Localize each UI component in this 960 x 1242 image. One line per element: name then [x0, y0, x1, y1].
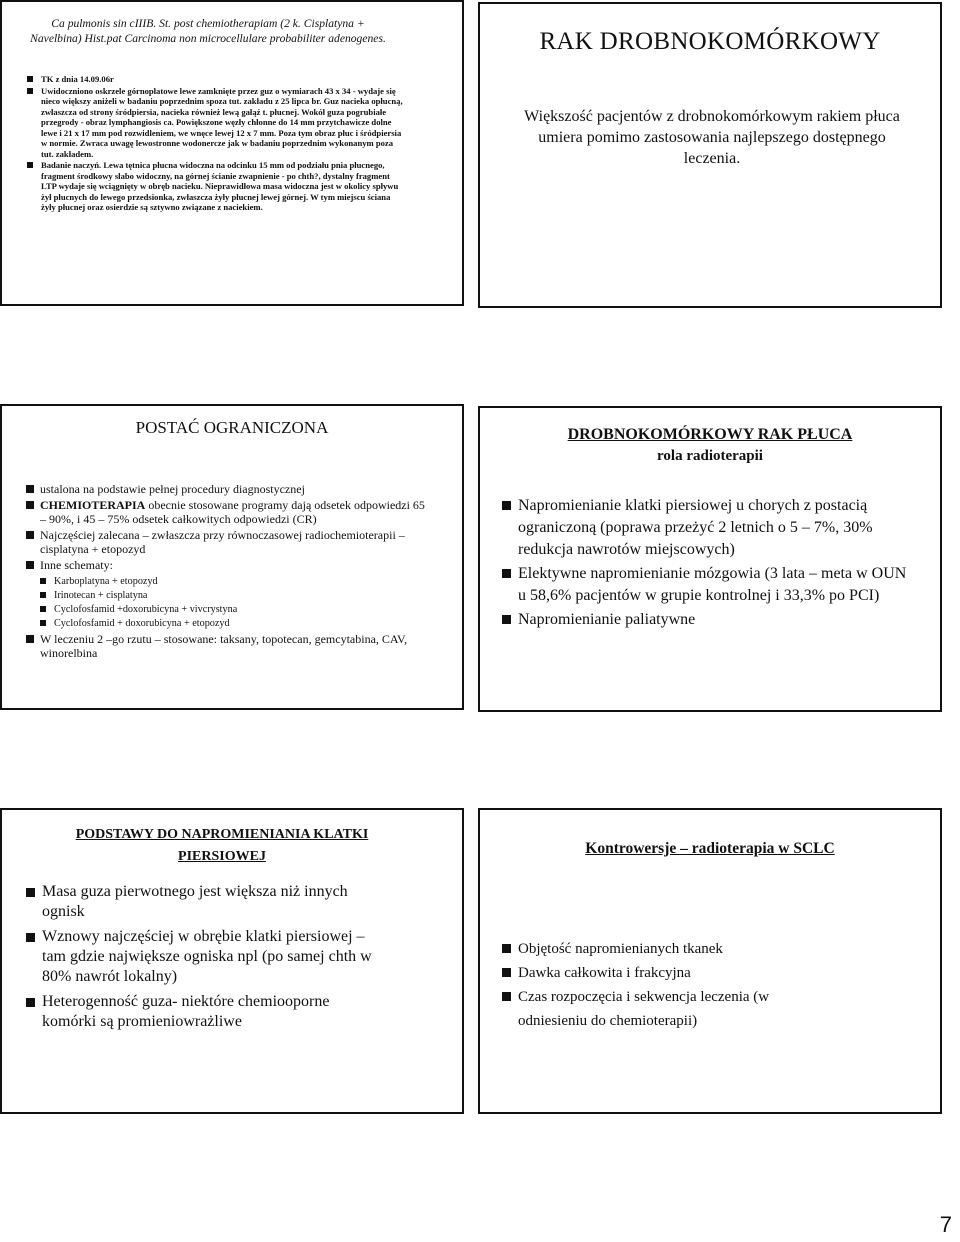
list-item: Badanie naczyń. Lewa tętnica płucna widoczna na odcinku 15 mm od podziału pnia płucnego, fragment środkowy słabo widoczny, na górnej ścianie zwapnienie - po chth?, dystalny fragment LTP wydaje się wciągnięty w obręb nacieku. Nieprawidłowa masa widoczna jest w okolicy spływu żył płucnych do lewego przedsionka, zwłaszcza żyły płucnej lewej górnej. W tym miejscu ściana żyły płucnej oraz osierdzie są sztywno związane z naciekiem. — [27, 160, 407, 213]
list-item: Wznowy najczęściej w obrębie klatki piersiowej – tam gdzie największe ogniska npl (po samej chth w 80% nawrót lokalny) — [26, 927, 386, 987]
slide-1 — [0, 0, 464, 306]
list-item: Elektywne napromienianie mózgowia (3 lata – meta w OUN u 58,6% pacjentów w grupie kontrolnej i 33,3% po PCI) — [502, 563, 912, 607]
sublist-item: Irinotecan + cisplatyna — [40, 589, 426, 602]
list-item: W leczeniu 2 –go rzutu – stosowane: taksany, topotecan, gemcytabina, CAV, winorelbina — [26, 632, 426, 660]
slide-1-list — [27, 74, 407, 214]
slide-2 — [478, 2, 942, 308]
slide-1-subtitle: Ca pulmonis sin cIIIB. St. post chemiotherapiam (2 k. Cisplatyna + Navelbina) Hist.pat Carcinoma non microcellulare probabiliter adenogenes. — [30, 17, 386, 45]
schemes-sublist — [40, 575, 426, 630]
sublist-item: Cyclofosfamid +doxorubicyna + vivcrystyna — [40, 603, 426, 616]
chemotherapy-label: CHEMIOTERAPIA — [40, 498, 146, 512]
slide-5 — [0, 808, 464, 1114]
slide-4 — [478, 406, 942, 712]
list-item: Dawka całkowita i frakcyjna — [502, 961, 832, 985]
slide-6 — [478, 808, 942, 1114]
slide-2-title: RAK DROBNOKOMÓRKOWY — [539, 28, 881, 55]
slide-5-title: PODSTAWY DO NAPROMIENIANIA KLATKI PIERSIOWEJ — [75, 827, 369, 864]
list-item: Napromienianie paliatywne — [502, 609, 912, 631]
list-item: TK z dnia 14.09.06r — [27, 74, 407, 85]
list-item: ustalona na podstawie pełnej procedury diagnostycznej — [26, 482, 426, 496]
slide-3-list — [26, 482, 426, 662]
slide-6-list — [502, 937, 832, 1033]
slide-4-title: DROBNOKOMÓRKOWY RAK PŁUCA — [567, 426, 853, 443]
list-item: Inne schematy: Karboplatyna + etopozyd Irinotecan + cisplatyna Cyclofosfamid +doxorubicyna + vivcrystyna Cyclofosfamid + doxorubicyna + etopozyd — [26, 558, 426, 630]
sublist-item: Karboplatyna + etopozyd — [40, 575, 426, 588]
list-item: Czas rozpoczęcia i sekwencja leczenia (w odniesieniu do chemioterapii) — [502, 985, 832, 1033]
slide-4-subtitle: rola radioterapii — [657, 448, 763, 464]
slide-3 — [0, 404, 464, 710]
list-item: Najczęściej zalecana – zwłaszcza przy równoczasowej radiochemioterapii – cisplatyna + etopozyd — [26, 528, 426, 556]
sublist-item: Cyclofosfamid + doxorubicyna + etopozyd — [40, 617, 426, 630]
list-item: Napromienianie klatki piersiowej u chorych z postacią ograniczoną (poprawa przeżyć 2 letnich o 5 – 7%, 30% redukcja nawrotów miejscowych) — [502, 495, 912, 561]
slide-3-title: POSTAĆ OGRANICZONA — [135, 418, 329, 437]
slide-6-title: Kontrowersje – radioterapia w SCLC — [585, 840, 835, 857]
page-number: 7 — [939, 1212, 952, 1237]
list-item: Uwidoczniono oskrzele górnopłatowe lewe zamknięte przez guz o wymiarach 43 x 34 - wydaje się nieco większy aniżeli w badaniu poprzednim spoza tut. zakładu z 25 lipca br. Guz nacieka opłucną, zwłaszcza od strony śródpiersia, nacieka również lewą gałąź t. płucnej. Wokół guza pogrubiałe przegrody - obraz lymphangiosis ca. Powiększone węzły chłonne do 14 mm przytchawicze dolne lewe i 21 x 17 mm pod rozwidleniem, we wnęce lewej 12 x 7 mm. Poza tym obraz płuc i śródpiersia w normie. Zwraca uwagę lewostronne wodonercze jak w badaniu poprzednim wykonanym poza tut. zakładem. — [27, 86, 407, 160]
list-item: Masa guza pierwotnego jest większa niż innych ognisk — [26, 882, 386, 922]
slide-4-list — [502, 495, 912, 633]
list-item: CHEMIOTERAPIA obecnie stosowane programy dają odsetek odpowiedzi 65 – 90%, i 45 – 75% odsetek całkowitych odpowiedzi (CR) — [26, 498, 426, 526]
list-item: Objętość napromienianych tkanek — [502, 937, 832, 961]
slide-2-body: Większość pacjentów z drobnokomórkowym rakiem płuca umiera pomimo zastosowania najlepszego dostępnego leczenia. — [524, 108, 900, 167]
slide-5-list — [26, 882, 386, 1037]
list-item: Heterogenność guza- niektóre chemiooporne komórki są promieniowrażliwe — [26, 992, 386, 1032]
